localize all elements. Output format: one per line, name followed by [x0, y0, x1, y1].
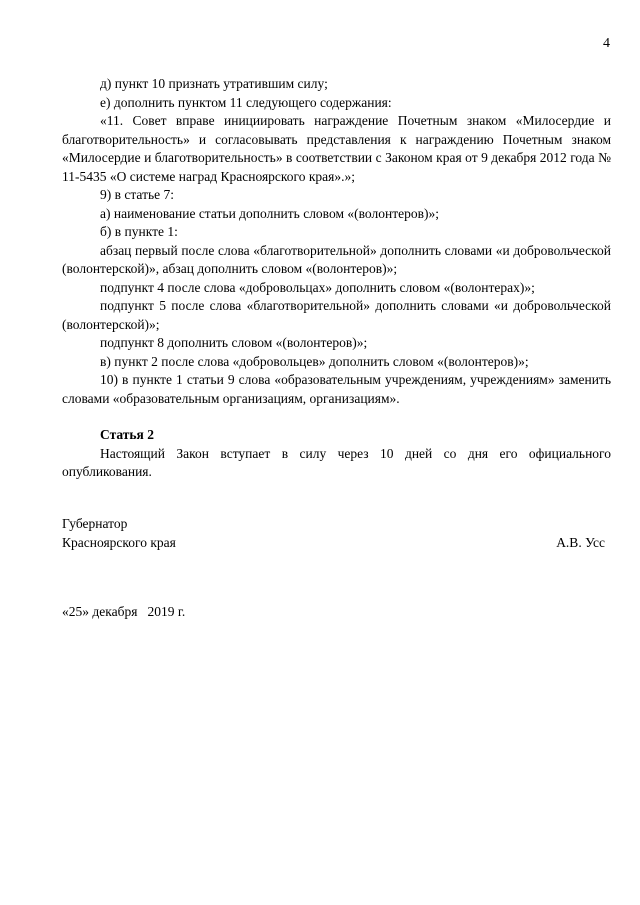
paragraph: 10) в пункте 1 статьи 9 слова «образовательным учреждениям, учреждениям» заменить словами «образовательным организациям, организациям».: [62, 372, 611, 406]
paragraph: е) дополнить пунктом 11 следующего содержания:: [100, 94, 392, 110]
signatory-name: А.В. Усс: [556, 535, 605, 550]
signature-block: [62, 514, 611, 552]
paragraph: в) пункт 2 после слова «добровольцев» дополнить словом «(волонтеров)»;: [100, 353, 529, 369]
signature-title-line2: Красноярского края: [62, 535, 176, 550]
paragraph: 9) в статье 7:: [100, 187, 174, 202]
paragraph: подпункт 8 дополнить словом «(волонтеров)»;: [100, 335, 368, 350]
document-body: [62, 75, 611, 482]
page-number: 4: [603, 36, 610, 51]
paragraph: абзац первый после слова «благотворительной» дополнить словами «и добровольческой (волонтерской)», абзац дополнить словом «(волонтеров)»;: [62, 242, 611, 276]
paragraph: д) пункт 10 признать утратившим силу;: [100, 76, 328, 91]
paragraph: «11. Совет вправе инициировать награждение Почетным знаком «Милосердие и благотворительность» и согласовывать представления к награждению Почетным знаком «Милосердие и благотворительность» в соответствии с Законом края от 9 декабря 2012 года № 11-5435 «О системе наград Красноярского края».»;: [62, 113, 611, 184]
article-heading: Статья 2: [100, 427, 154, 442]
paragraph: подпункт 4 после слова «добровольцах» дополнить словом «(волонтерах)»;: [100, 279, 535, 295]
signature-title-line1: Губернатор: [62, 516, 128, 531]
document-date: «25» декабря 2019 г.: [62, 604, 186, 619]
paragraph: а) наименование статьи дополнить словом «(волонтеров)»;: [100, 205, 439, 221]
paragraph: подпункт 5 после слова «благотворительной» дополнить словами «и добровольческой (волонтерской)»;: [62, 298, 611, 332]
paragraph: б) в пункте 1:: [100, 224, 178, 239]
article-text: Настоящий Закон вступает в силу через 10 дней со дня его официального опубликования.: [62, 445, 611, 479]
